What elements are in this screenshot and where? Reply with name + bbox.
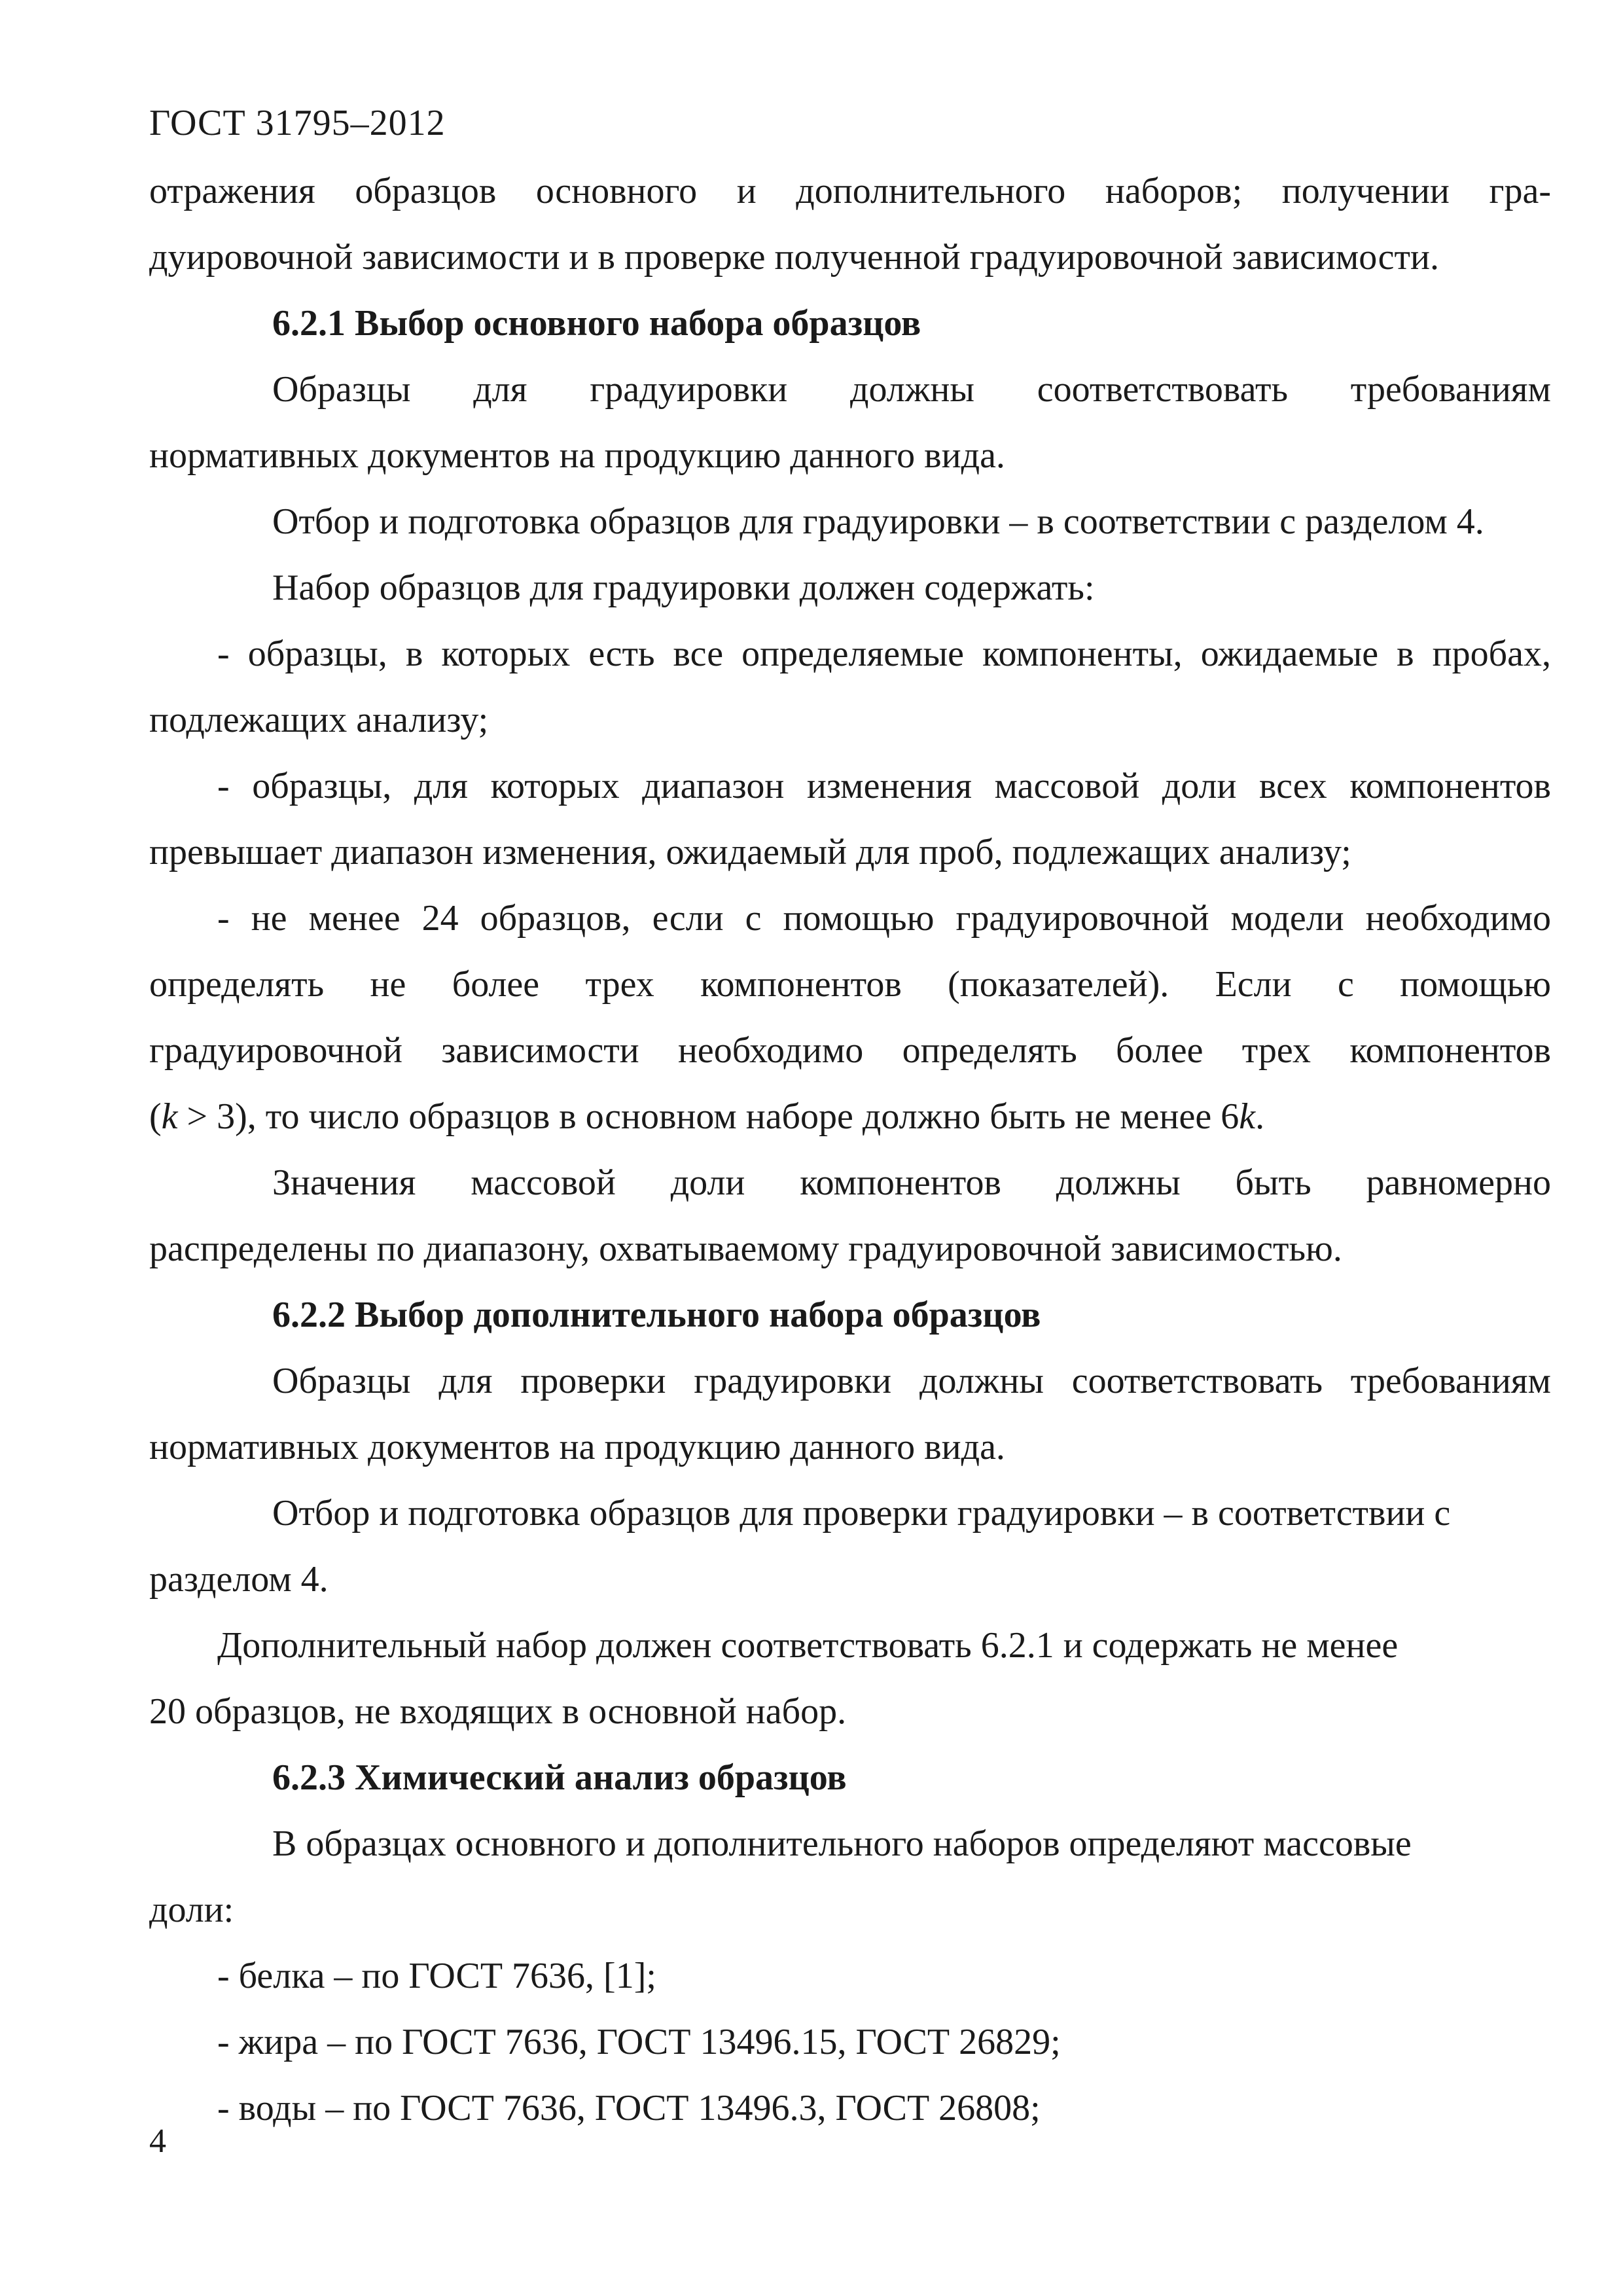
formula-text: > 3), то число образцов в основном наборе должно быть не менее 6 xyxy=(177,1096,1240,1137)
period: . xyxy=(1255,1096,1265,1137)
list-item: - образцы, для которых диапазон изменения массовой доли всех компонентов xyxy=(217,766,1551,806)
section-heading-6-2-2: 6.2.2 Выбор дополнительного набора образцов xyxy=(272,1295,1041,1335)
document-body xyxy=(149,158,1551,2142)
text-line: разделом 4. xyxy=(149,1559,329,1600)
text-line-formula xyxy=(149,1084,1551,1150)
text-line: определять не более трех компонентов (показателей). Если с помощью xyxy=(149,964,1551,1005)
list-item: - воды – по ГОСТ 7636, ГОСТ 13496.3, ГОСТ 26808; xyxy=(217,2088,1041,2128)
paren-open: ( xyxy=(149,1096,162,1137)
text-line: Дополнительный набор должен соответствовать 6.2.1 и содержать не менее xyxy=(217,1625,1399,1666)
page-number: 4 xyxy=(149,2123,166,2160)
text-line: Набор образцов для градуировки должен содержать: xyxy=(272,567,1095,608)
text-line: доли: xyxy=(149,1890,234,1930)
text-line: нормативных документов на продукцию данного вида. xyxy=(149,435,1005,476)
variable-k: k xyxy=(161,1096,178,1137)
text-line: подлежащих анализу; xyxy=(149,700,489,740)
section-heading-6-2-3: 6.2.3 Химический анализ образцов xyxy=(272,1757,847,1798)
variable-k: k xyxy=(1239,1096,1256,1137)
text-line: Отбор и подготовка образцов для проверки градуировки – в соответствии с xyxy=(272,1493,1451,1534)
text-line: 20 образцов, не входящих в основной набор. xyxy=(149,1691,847,1732)
text-line: дуировочной зависимости и в проверке полученной градуировочной зависимости. xyxy=(149,237,1439,278)
text-line: градуировочной зависимости необходимо определять более трех компонентов xyxy=(149,1030,1551,1071)
text-line: превышает диапазон изменения, ожидаемый для проб, подлежащих анализу; xyxy=(149,832,1351,872)
list-item: - образцы, в которых есть все определяемые компоненты, ожидаемые в пробах, xyxy=(217,634,1551,674)
text-line: нормативных документов на продукцию данного вида. xyxy=(149,1427,1005,1467)
text-line: распределены по диапазону, охватываемому градуировочной зависимостью. xyxy=(149,1229,1342,1269)
list-item: - не менее 24 образцов, если с помощью градуировочной модели необходимо xyxy=(217,898,1551,939)
text-line: Отбор и подготовка образцов для градуировки – в соответствии с разделом 4. xyxy=(272,501,1484,542)
list-item: - белка – по ГОСТ 7636, [1]; xyxy=(217,1956,656,1996)
section-heading-6-2-1: 6.2.1 Выбор основного набора образцов xyxy=(272,303,921,344)
text-line: Образцы для проверки градуировки должны соответствовать требованиям xyxy=(272,1361,1551,1401)
text-line: отражения образцов основного и дополнительного наборов; получении гра- xyxy=(149,171,1551,211)
text-line: Образцы для градуировки должны соответствовать требованиям xyxy=(272,369,1551,410)
list-item: - жира – по ГОСТ 7636, ГОСТ 13496.15, ГОСТ 26829; xyxy=(217,2022,1061,2062)
text-line: Значения массовой доли компонентов должны быть равномерно xyxy=(272,1162,1551,1203)
text-line: В образцах основного и дополнительного наборов определяют массовые xyxy=(272,1823,1412,1864)
document-header: ГОСТ 31795–2012 xyxy=(149,103,446,143)
